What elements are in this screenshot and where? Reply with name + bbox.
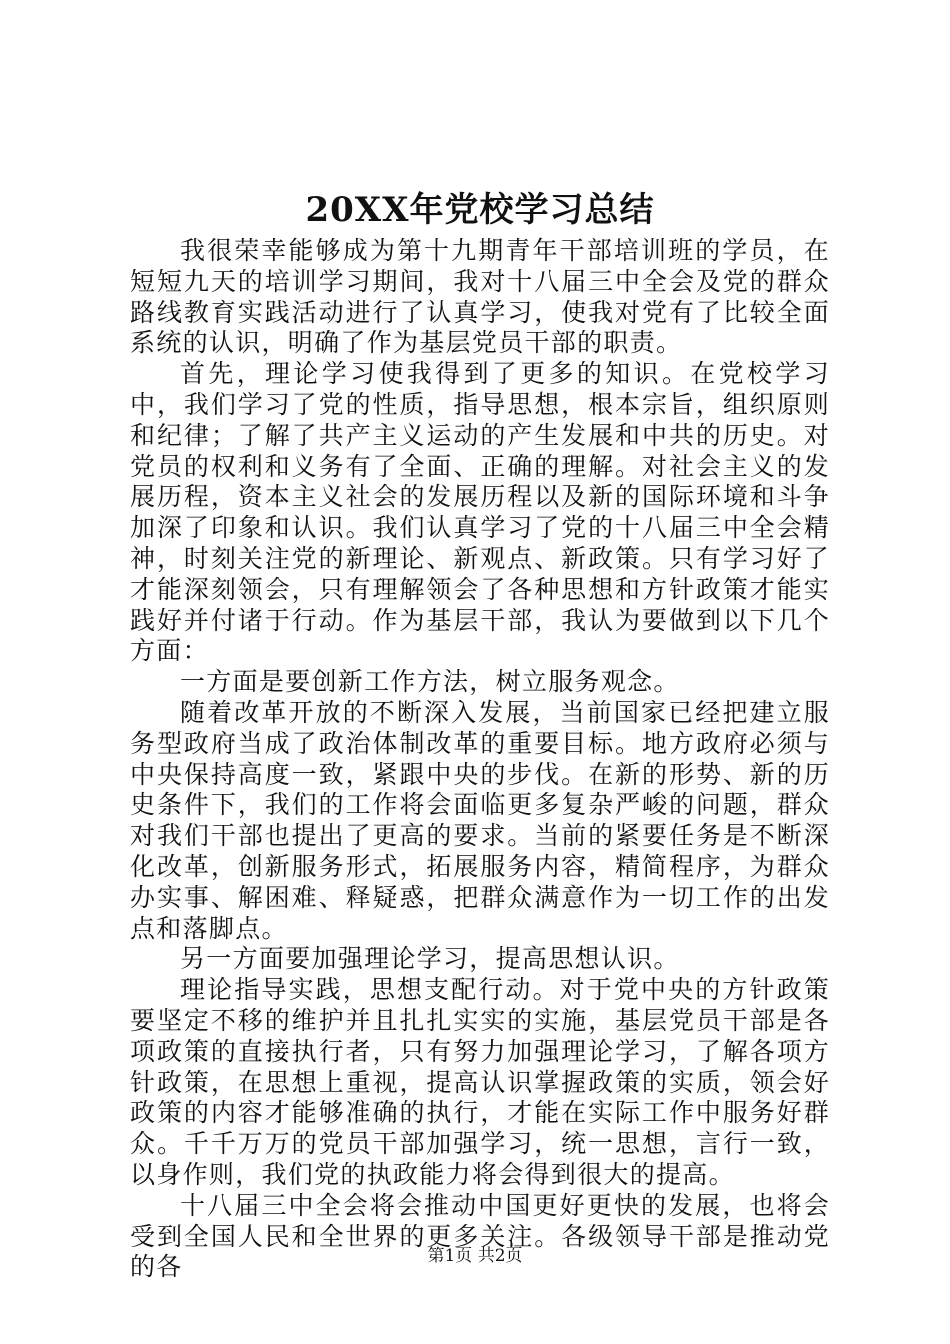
- paragraph-intro: 我很荣幸能够成为第十九期青年干部培训班的学员，在短短九天的培训学习期间，我对十八届三中全会及党的群众路线教育实践活动进行了认真学习，使我对党有了比较全面系统的认识，明确了作为基层党员干部的职责。: [130, 236, 830, 358]
- paragraph-plenum: 十八届三中全会将会推动中国更好更快的发展，也将会受到全国人民和全世界的更多关注。各级领导干部是推动党的各: [130, 1190, 830, 1282]
- paragraph-point-two-heading: 另一方面要加强理论学习，提高思想认识。: [180, 944, 680, 974]
- paragraph-reform: 随着改革开放的不断深入发展，当前国家已经把建立服务型政府当成了政治体制改革的重要目标。地方政府必须与中央保持高度一致，紧跟中央的步伐。在新的形势、新的历史条件下，我们的工作将会面临更多复杂严峻的问题，群众对我们干部也提出了更高的要求。当前的紧要任务是不断深化改革，创新服务形式，拓展服务内容，精简程序，为群众办实事、解困难、释疑惑，把群众满意作为一切工作的出发点和落脚点。: [130, 697, 830, 943]
- paragraph-theory-study: 首先，理论学习使我得到了更多的知识。在党校学习中，我们学习了党的性质，指导思想，根本宗旨，组织原则和纪律；了解了共产主义运动的产生发展和中共的历史。对党员的权利和义务有了全面、正确的理解。对社会主义的发展历程，资本主义社会的发展历程以及新的国际环境和斗争加深了印象和认识。我们认真学习了党的十八届三中全会精神，时刻关注党的新理论、新观点、新政策。只有学习好了才能深刻领会，只有理解领会了各种思想和方针政策才能实践好并付诸于行动。作为基层干部，我认为要做到以下几个方面：: [130, 359, 830, 666]
- document-title: 20XX年党校学习总结: [305, 190, 655, 230]
- page-number-footer: 第1页 共2页: [427, 1246, 523, 1266]
- paragraph-theory-practice: 理论指导实践，思想支配行动。对于党中央的方针政策要坚定不移的维护并且扎扎实实的实施，基层党员干部是各项政策的直接执行者，只有努力加强理论学习，了解各项方针政策，在思想上重视，提高认识掌握政策的实质，领会好政策的内容才能够准确的执行，才能在实际工作中服务好群众。千千万万的党员干部加强学习，统一思想，言行一致，以身作则，我们党的执政能力将会得到很大的提高。: [130, 975, 830, 1189]
- document-body: [130, 236, 830, 1283]
- paragraph-point-one-heading: 一方面是要创新工作方法，树立服务观念。: [180, 667, 680, 697]
